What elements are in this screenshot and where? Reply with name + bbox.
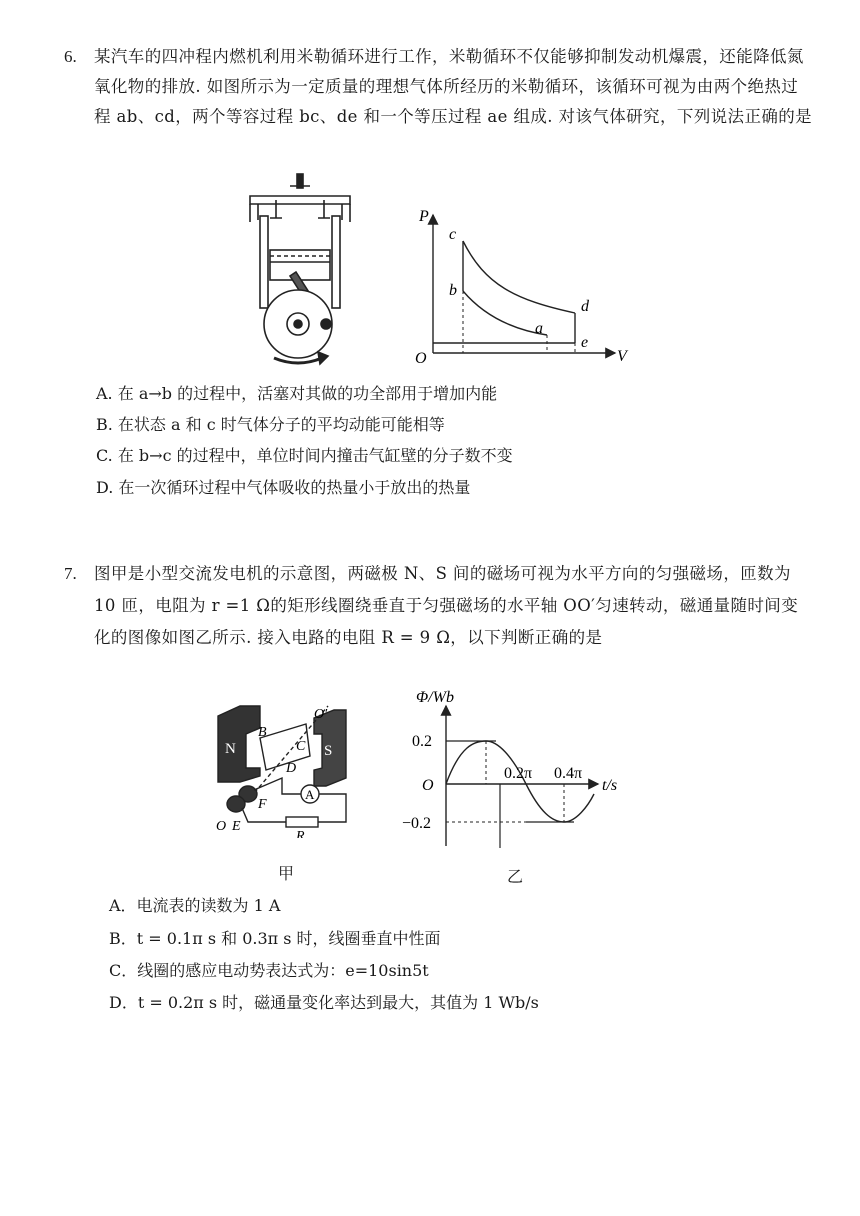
flux-origin-label: O xyxy=(422,777,434,794)
v-axis-label: V xyxy=(617,348,627,365)
q6-option-c: C. 在 b→c 的过程中，单位时间内撞击气缸壁的分子数不变 xyxy=(96,446,513,465)
label-r: R xyxy=(296,829,305,838)
flux-graph-svg xyxy=(398,686,638,851)
q7-option-b: B．t = 0.1π s 和 0.3π s 时，线圈垂直中性面 xyxy=(109,929,441,948)
question-6-number: 6. xyxy=(64,47,77,66)
time-axis-label: t/s xyxy=(602,777,618,794)
generator-figure xyxy=(210,698,360,838)
pv-graph xyxy=(405,205,645,370)
flux-axis-label: Φ/Wb xyxy=(416,689,454,706)
label-b: B xyxy=(258,725,267,740)
label-s: S xyxy=(324,743,333,759)
label-d: D xyxy=(286,761,297,776)
caption-yi: 乙 xyxy=(507,867,524,886)
curve-cd xyxy=(463,241,575,313)
q7-option-a: A．电流表的读数为 1 A xyxy=(109,896,281,915)
ammeter-label: A xyxy=(305,787,315,802)
flux-graph xyxy=(398,686,638,851)
q6-option-a: A. 在 a→b 的过程中，活塞对其做的功全部用于增加内能 xyxy=(96,384,498,403)
tick-0-2pi: 0.2π xyxy=(504,765,533,782)
generator-drawing xyxy=(210,698,360,838)
label-e: E xyxy=(232,819,241,834)
engine-drawing xyxy=(240,172,360,372)
y-min-label: −0.2 xyxy=(402,815,432,832)
question-7-number: 7. xyxy=(64,564,77,583)
point-b: b xyxy=(449,282,457,299)
q6-option-d: D. 在一次循环过程中气体吸收的热量小于放出的热量 xyxy=(96,478,471,497)
p-axis-label: P xyxy=(419,208,429,225)
question-7-stem: 图甲是小型交流发电机的示意图，两磁极 N、S 间的磁场可视为水平方向的匀强磁场，匝数为 10 匝，电阻为 r =1 Ω的矩形线圈绕垂直于匀强磁场的水平轴 OO′匀速转动，磁通量随时间变化的图像如图乙所示. 接入电路的电阻 R = 9 Ω，以下判断正确的是 xyxy=(94,564,799,647)
label-o-prime: O′ xyxy=(314,707,328,722)
origin-label: O xyxy=(415,350,427,367)
engine-figure xyxy=(240,172,360,372)
point-c: c xyxy=(449,226,457,243)
label-c: C xyxy=(296,739,306,754)
caption-jia: 甲 xyxy=(278,864,295,883)
question-6 xyxy=(64,42,813,132)
q7-option-d: D．t = 0.2π s 时，磁通量变化率达到最大，其值为 1 Wb/s xyxy=(109,993,539,1012)
point-a: a xyxy=(535,320,543,337)
label-f: F xyxy=(258,797,267,812)
tick-0-4pi: 0.4π xyxy=(554,765,583,782)
point-e: e xyxy=(581,334,589,351)
label-n: N xyxy=(225,741,236,757)
question-6-stem: 某汽车的四冲程内燃机利用米勒循环进行工作，米勒循环不仅能够抑制发动机爆震，还能降低氮氧化物的排放. 如图所示为一定质量的理想气体所经历的米勒循环，该循环可视为由两个绝热过程 ab、cd，两个等容过程 bc、de 和一个等压过程 ae 组成. 对该气体研究，下列说法正确的是 xyxy=(94,47,813,126)
pv-graph-svg xyxy=(405,205,645,370)
label-o: O xyxy=(216,819,227,834)
q7-option-c: C．线圈的感应电动势表达式为：e=10sin5t xyxy=(109,961,429,980)
q6-option-b: B. 在状态 a 和 c 时气体分子的平均动能可能相等 xyxy=(96,415,445,434)
question-7 xyxy=(64,558,813,654)
point-d: d xyxy=(581,298,589,315)
y-max-label: 0.2 xyxy=(412,733,432,750)
